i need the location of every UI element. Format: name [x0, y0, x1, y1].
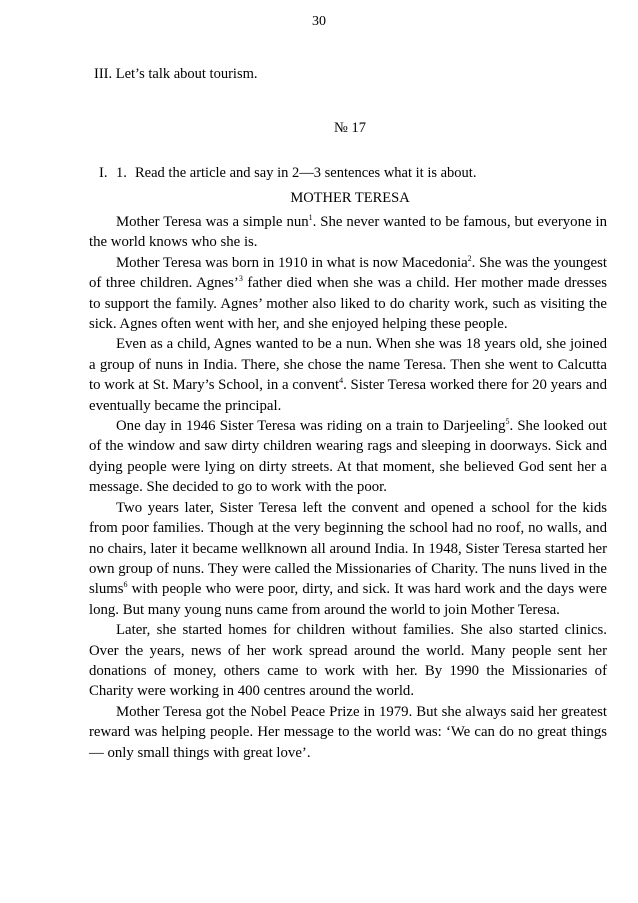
task-sub-marker: 1.	[116, 165, 127, 181]
footnote-marker: 1	[308, 213, 313, 222]
paragraph-text: Mother Teresa was born in 1910 in what is now Macedonia	[116, 254, 468, 271]
paragraph-text: . She was the youngest of three children. Agnes’	[89, 254, 607, 292]
article-title: MOTHER TERESA	[290, 190, 410, 206]
article-paragraph	[89, 334, 607, 416]
footnote-marker: 6	[123, 580, 128, 590]
paragraph-text: . She looked out of the window and saw dirty children wearing rags and sleeping in doorways. Sick and dying people were lying on dirty streets. At that moment, she believed God sent her a message. She decided to go to work with the poor.	[89, 418, 607, 496]
paragraph-text: Later, she started homes for children without families. She also started clinics. Over the years, news of her work spread around the world. Many people sent her donations of money, others came to work with her. By 1990 the Missionaries of Charity were working in 400 centres around the world.	[89, 622, 607, 700]
section-heading: III. Let’s talk about tourism.	[94, 66, 258, 82]
footnote-marker: 5	[505, 417, 510, 427]
lesson-number: № 17	[334, 120, 366, 136]
footnote-marker: 2	[467, 253, 472, 263]
paragraph-text: Mother Teresa was a simple nun	[116, 214, 309, 230]
footnote-marker: 3	[238, 274, 243, 284]
task-marker: I.	[99, 165, 108, 181]
paragraph-text: Even as a child, Agnes wanted to be a nun. When she was 18 years old, she joined a group of nuns in India. There, she chose the name Teresa. Then she went to Calcutta to work at St. Mary’s School, in a convent	[89, 336, 607, 394]
paragraph-text: . Sister Teresa worked there for 20 years and eventually became the principal.	[89, 377, 607, 414]
article-paragraph	[89, 498, 607, 620]
page-number: 30	[312, 14, 326, 29]
paragraph-text: . She never wanted to be famous, but everyone in the world knows who she is.	[89, 214, 607, 251]
article-body	[89, 212, 607, 763]
article-paragraph	[89, 416, 607, 498]
article-paragraph	[89, 620, 607, 702]
article-paragraph	[89, 253, 607, 335]
paragraph-text: Mother Teresa got the Nobel Peace Prize in 1979. But she always said her greatest reward was helping people. Her message to the world was: ‘We can do no great things — only small things with great love’.	[89, 703, 607, 761]
paragraph-text: Two years later, Sister Teresa left the convent and opened a school for the kids from poor families. Though at the very beginning the school had no roof, no walls, and no chairs, later it became wellknown all around India. In 1948, Sister Teresa started her own group of nuns. They were called the Missionaries of Charity. The nuns lived in the slums	[89, 499, 607, 598]
paragraph-text: One day in 1946 Sister Teresa was riding on a train to Darjeeling	[116, 418, 506, 435]
task-instruction	[99, 165, 476, 182]
article-paragraph	[89, 702, 607, 763]
paragraph-text: with people who were poor, dirty, and sick. It was hard work and the days were long. But many young nuns came from around the world to join Mother Teresa.	[89, 581, 607, 618]
task-text: Read the article and say in 2—3 sentences what it is about.	[135, 165, 477, 181]
footnote-marker: 4	[339, 376, 344, 386]
article-paragraph	[89, 212, 607, 253]
paragraph-text: father died when she was a child. Her mother made dresses to support the family. Agnes’ mother also liked to do charity work, such as visiting the sick. Agnes often went with her, and she enjoyed helping these people.	[89, 275, 607, 333]
